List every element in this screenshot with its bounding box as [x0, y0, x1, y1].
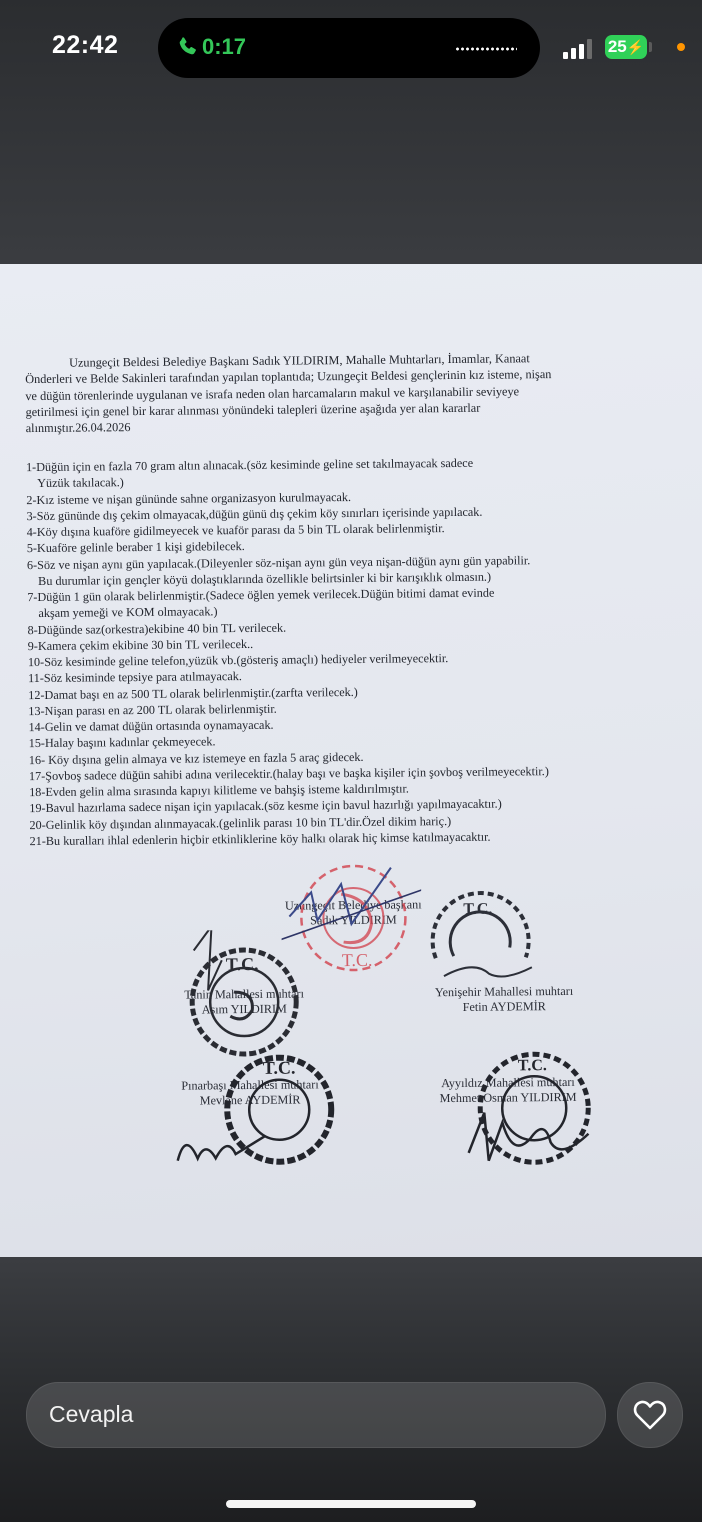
signature-yenisehir	[404, 984, 604, 1016]
rule-item: 9-Kamera çekim ekibine 30 bin TL verilecek..	[27, 636, 254, 653]
signature-title: Ayyıldız Mahallesi muhtarı	[441, 1074, 575, 1091]
battery-cap	[649, 42, 652, 52]
signature-ayyildiz	[403, 1074, 613, 1106]
signature-tanin	[144, 986, 344, 1018]
rule-item: 14-Gelin ve damat düğün ortasında oynamayacak.	[28, 717, 274, 735]
signature-name: Mehmet Osman YILDIRIM	[439, 1089, 577, 1106]
rule-item: 20-Gelinlik köy dışından alınmayacak.(gelinlik parası 10 bin TL'dir.Özel dikim hariç.)	[29, 813, 452, 832]
heart-icon	[633, 1399, 667, 1431]
signature-name: Sadık YILDIRIM	[310, 912, 397, 928]
ayyildiz-stamp	[460, 1042, 611, 1193]
rule-item: 7-Düğün 1 gün olarak belirlenmiştir.(Sadece öğlen yemek verilecek.Düğün bitimi damat evinde akşam yemeği ve KOM olmayacak.)	[27, 585, 495, 621]
signature-name: Mevlane AYDEMİR	[199, 1092, 301, 1108]
reply-input[interactable]	[26, 1382, 606, 1448]
call-timer: 0:17	[202, 34, 247, 59]
rule-item: 6-Söz ve nişan aynı gün yapılacak.(Dileyenler söz-nişan aynı gün veya nişan-düğün aynı gün yapabilir. Bu durumlar için gençler köyü dolaştıklarında özellikle belirtsinler ki bir karışıklık olmasın.)	[26, 552, 531, 588]
stamp-text: T.C.	[225, 953, 259, 975]
signature-name: Asım YILDIRIM	[201, 1001, 287, 1017]
document-photo	[0, 264, 702, 1257]
status-bar	[0, 0, 702, 96]
reply-placeholder: Cevapla	[49, 1401, 134, 1427]
intro-line: ve düğün törenlerinde uygulanan ve israfa neden olan harcamaların makul ve karşılanabilir seviyeye	[25, 383, 520, 403]
intro-line: alınmıştır.26.04.2026	[25, 420, 131, 436]
privacy-indicator-dot	[677, 43, 685, 51]
intro-line: getirilmesi için genel bir karar alınması yönündeki talepleri üzerine aşağıda yer alan kararlar	[25, 400, 481, 419]
rule-item: 17-Şovboş sadece düğün sahibi adına verilecektir.(halay başı ve başka kişiler için şovboş verilmeyecektir.)	[28, 763, 549, 783]
rule-item: 1-Düğün için en fazla 70 gram altın alınacak.(söz kesiminde geline set takılmayacak sadece Yüzük takılacak.)	[25, 455, 474, 491]
rule-item: 15-Halay başını kadınlar çekmeyecek.	[28, 734, 216, 751]
signature-name: Fetin AYDEMİR	[462, 999, 546, 1014]
signature-title: Tanin Mahallesi muhtarı	[184, 986, 305, 1002]
rule-item: 16- Köy dışına gelin almaya ve kız istemeye en fazla 5 araç gidecek.	[28, 749, 364, 767]
rule-item: 8-Düğünde saz(orkestra)ekibine 40 bin TL verilecek.	[27, 620, 287, 637]
rule-item: 5-Kuaföre gelinle beraber 1 kişi gidebilecek.	[26, 539, 245, 556]
document-intro	[25, 349, 678, 437]
rule-item: 11-Söz kesiminde tepsiye para atılmayacak.	[28, 669, 242, 686]
signature-pinarbasi	[150, 1077, 350, 1109]
clock-time: 22:42	[52, 31, 119, 59]
rule-item: 19-Bavul hazırlama sadece nişan için yapılacak.(söz kesme için bavul hazırlığı yapılmayacaktır.)	[29, 796, 502, 816]
yenisehir-stamp	[413, 877, 544, 988]
signature-title: Pınarbaşı Mahallesi muhtarı	[181, 1077, 319, 1093]
intro-line: Uzungeçit Beldesi Belediye Başkanı Sadık YILDIRIM, Mahalle Muhtarları, İmamlar, Kanaat	[68, 351, 530, 370]
dynamic-island-call[interactable]	[158, 18, 540, 78]
rule-item: 2-Kız isteme ve nişan gününde sahne organizasyon kurulmayacak.	[26, 489, 352, 507]
phone-icon	[176, 34, 200, 60]
signature-title: Yenişehir Mahallesi muhtarı	[434, 983, 574, 1000]
rules-list	[26, 453, 690, 849]
rule-item: 3-Söz gününde dış çekim olmayacak,düğün günü dış çekim köy sınırları içerisinde yapılacak.	[26, 504, 483, 523]
stamp-text: T.C.	[517, 1057, 547, 1075]
home-indicator[interactable]	[226, 1500, 476, 1508]
stamp-text: T.C.	[341, 949, 373, 971]
rule-item: 13-Nişan parası en az 200 TL olarak belirlenmiştir.	[28, 701, 277, 718]
stamp-text: T.C.	[262, 1057, 296, 1078]
intro-line: Önderleri ve Belde Sakinleri tarafından yapılan toplantıda; Uzungeçit Beldesi gençlerinin kız isteme, nişan	[25, 367, 552, 387]
battery-level: 25⚡	[607, 37, 645, 56]
battery-icon	[605, 35, 647, 59]
stamp-text: T.C.	[463, 900, 493, 918]
signature-mayor	[253, 897, 453, 929]
signature-title: Uzungeçit Belediye başkanı	[284, 897, 422, 913]
rule-item: 21-Bu kuralları ihlal edenlerin hiçbir etkinliklerine köy halkı olarak hiç kimse katılmayacaktır.	[29, 829, 491, 848]
rule-item: 4-Köy dışına kuaföre gidilmeyecek ve kuaför parası da 5 bin TL olarak belirlenmiştir.	[26, 521, 445, 540]
like-button[interactable]	[617, 1382, 683, 1448]
rule-item: 10-Söz kesiminde geline telefon,yüzük vb.(gösteriş amaçlı) hediyeler verilmeyecektir.	[27, 651, 449, 670]
rule-item: 12-Damat başı en az 500 TL olarak belirlenmiştir.(zarfta verilecek.)	[28, 684, 358, 702]
audio-waveform-icon	[455, 46, 517, 52]
pinarbasi-stamp	[175, 1039, 366, 1191]
document-page	[0, 264, 702, 1257]
cellular-signal-icon	[563, 37, 597, 59]
rule-item: 18-Evden gelin alma sırasında kapıyı kilitleme ve bahşiş isteme kaldırılmıştır.	[29, 781, 409, 800]
